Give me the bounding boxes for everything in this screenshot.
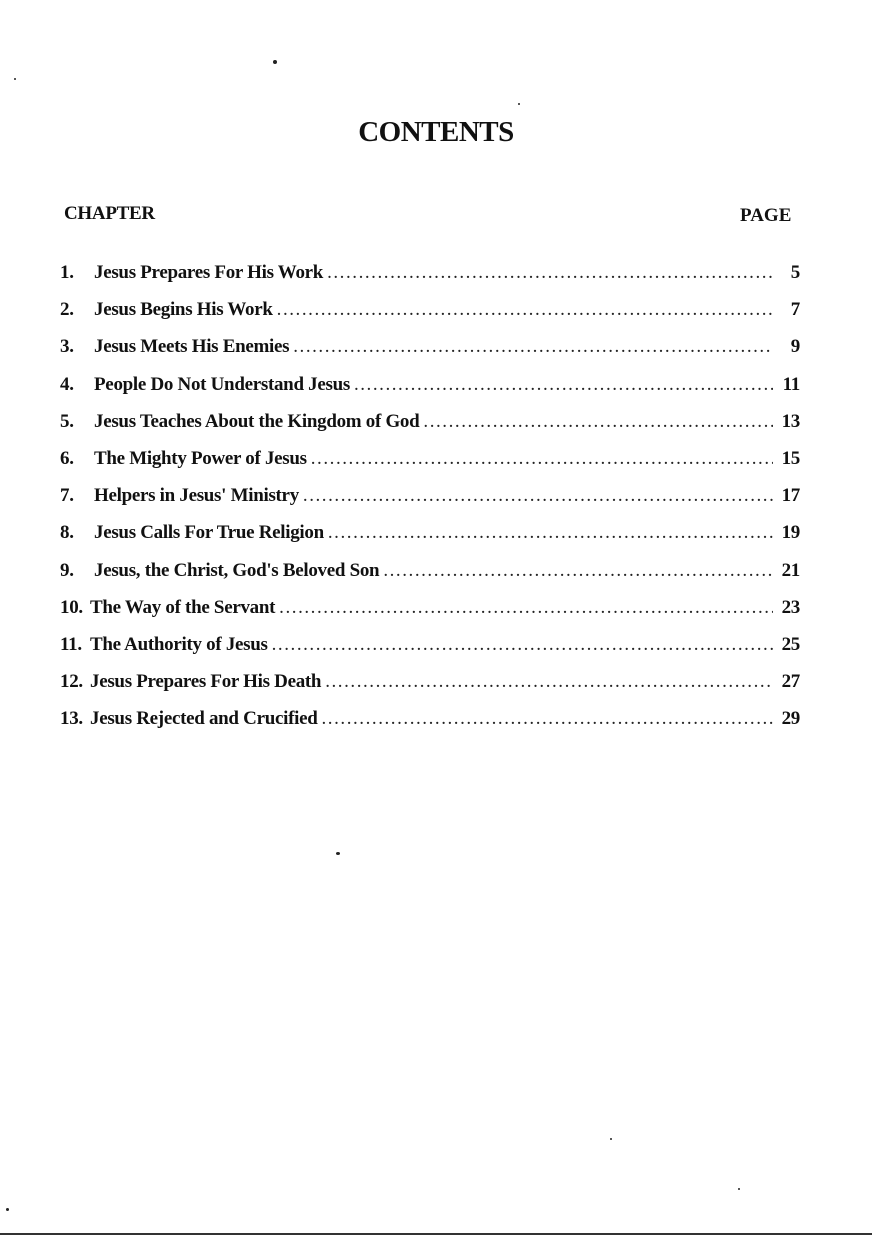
toc-entry — [60, 560, 800, 597]
dot-leader — [293, 336, 773, 358]
scan-speck — [273, 60, 277, 64]
toc-entry — [60, 671, 800, 708]
chapter-page-number: 7 — [790, 299, 800, 321]
chapter-page-number: 17 — [781, 485, 800, 507]
page-title: CONTENTS — [358, 116, 514, 148]
chapter-title: The Authority of Jesus — [90, 633, 268, 655]
scan-speck — [14, 78, 16, 80]
toc-entry — [60, 336, 800, 373]
scan-speck — [336, 852, 340, 855]
toc-entry — [60, 597, 800, 634]
page-column-header: PAGE — [740, 205, 792, 226]
chapter-title: Jesus Prepares For His Death — [90, 671, 322, 693]
toc-entry — [60, 411, 800, 448]
chapter-number: 7. — [60, 485, 74, 507]
chapter-page-number: 13 — [781, 410, 800, 432]
chapter-page-number: 9 — [790, 336, 800, 358]
scan-speck — [738, 1188, 740, 1190]
dot-leader — [279, 597, 773, 619]
chapter-title: The Way of the Servant — [90, 596, 276, 618]
chapter-number: 3. — [60, 336, 74, 358]
chapter-number: 8. — [60, 522, 74, 544]
chapter-number: 4. — [60, 373, 74, 395]
dot-leader — [328, 522, 773, 544]
chapter-title: Jesus Rejected and Crucified — [90, 708, 318, 730]
dot-leader — [311, 448, 773, 470]
toc-entry — [60, 448, 800, 485]
chapter-page-number: 21 — [781, 559, 800, 581]
chapter-number: 12. — [60, 671, 83, 693]
dot-leader — [325, 671, 773, 693]
chapter-title: Jesus Prepares For His Work — [94, 262, 324, 283]
dot-leader — [322, 708, 774, 730]
chapter-title: Jesus Calls For True Religion — [94, 522, 324, 544]
chapter-page-number: 29 — [781, 708, 800, 730]
toc-entry — [60, 262, 800, 299]
chapter-page-number: 11 — [782, 373, 800, 395]
toc-entry — [60, 634, 800, 671]
chapter-number: 2. — [60, 299, 74, 321]
chapter-number: 6. — [60, 447, 74, 469]
dot-leader — [272, 634, 773, 656]
bottom-edge-rule — [0, 1233, 872, 1235]
dot-leader — [303, 485, 773, 507]
scan-speck — [6, 1208, 9, 1211]
chapter-number: 9. — [60, 559, 74, 581]
chapter-title: Jesus, the Christ, God's Beloved Son — [94, 559, 380, 581]
toc-entry — [60, 708, 800, 745]
chapter-number: 11. — [60, 633, 82, 655]
chapter-number: 5. — [60, 410, 74, 432]
chapter-page-number: 15 — [781, 447, 800, 469]
chapter-page-number: 19 — [781, 522, 800, 544]
chapter-number: 10. — [60, 596, 83, 618]
dot-leader — [423, 411, 773, 433]
chapter-title: Jesus Begins His Work — [94, 299, 273, 321]
chapter-page-number: 23 — [781, 596, 800, 618]
chapter-title: Jesus Teaches About the Kingdom of God — [94, 410, 420, 432]
toc-entry — [60, 299, 800, 336]
chapter-title: People Do Not Understand Jesus — [94, 373, 350, 395]
chapter-page-number: 5 — [790, 262, 800, 283]
toc-entry — [60, 374, 800, 411]
chapter-column-header: CHAPTER — [64, 203, 155, 224]
chapter-number: 13. — [60, 708, 83, 730]
chapter-title: Jesus Meets His Enemies — [94, 336, 290, 358]
scan-speck — [518, 103, 520, 105]
chapter-title: Helpers in Jesus' Ministry — [94, 485, 299, 507]
toc-entry — [60, 522, 800, 559]
chapter-title: The Mighty Power of Jesus — [94, 447, 307, 469]
dot-leader — [354, 374, 773, 396]
dot-leader — [327, 262, 773, 284]
dot-leader — [383, 560, 773, 582]
scan-speck — [610, 1138, 612, 1140]
table-of-contents — [60, 262, 800, 745]
toc-entry — [60, 485, 800, 522]
chapter-page-number: 27 — [781, 671, 800, 693]
dot-leader — [277, 299, 773, 321]
chapter-number: 1. — [60, 262, 74, 283]
chapter-page-number: 25 — [781, 633, 800, 655]
